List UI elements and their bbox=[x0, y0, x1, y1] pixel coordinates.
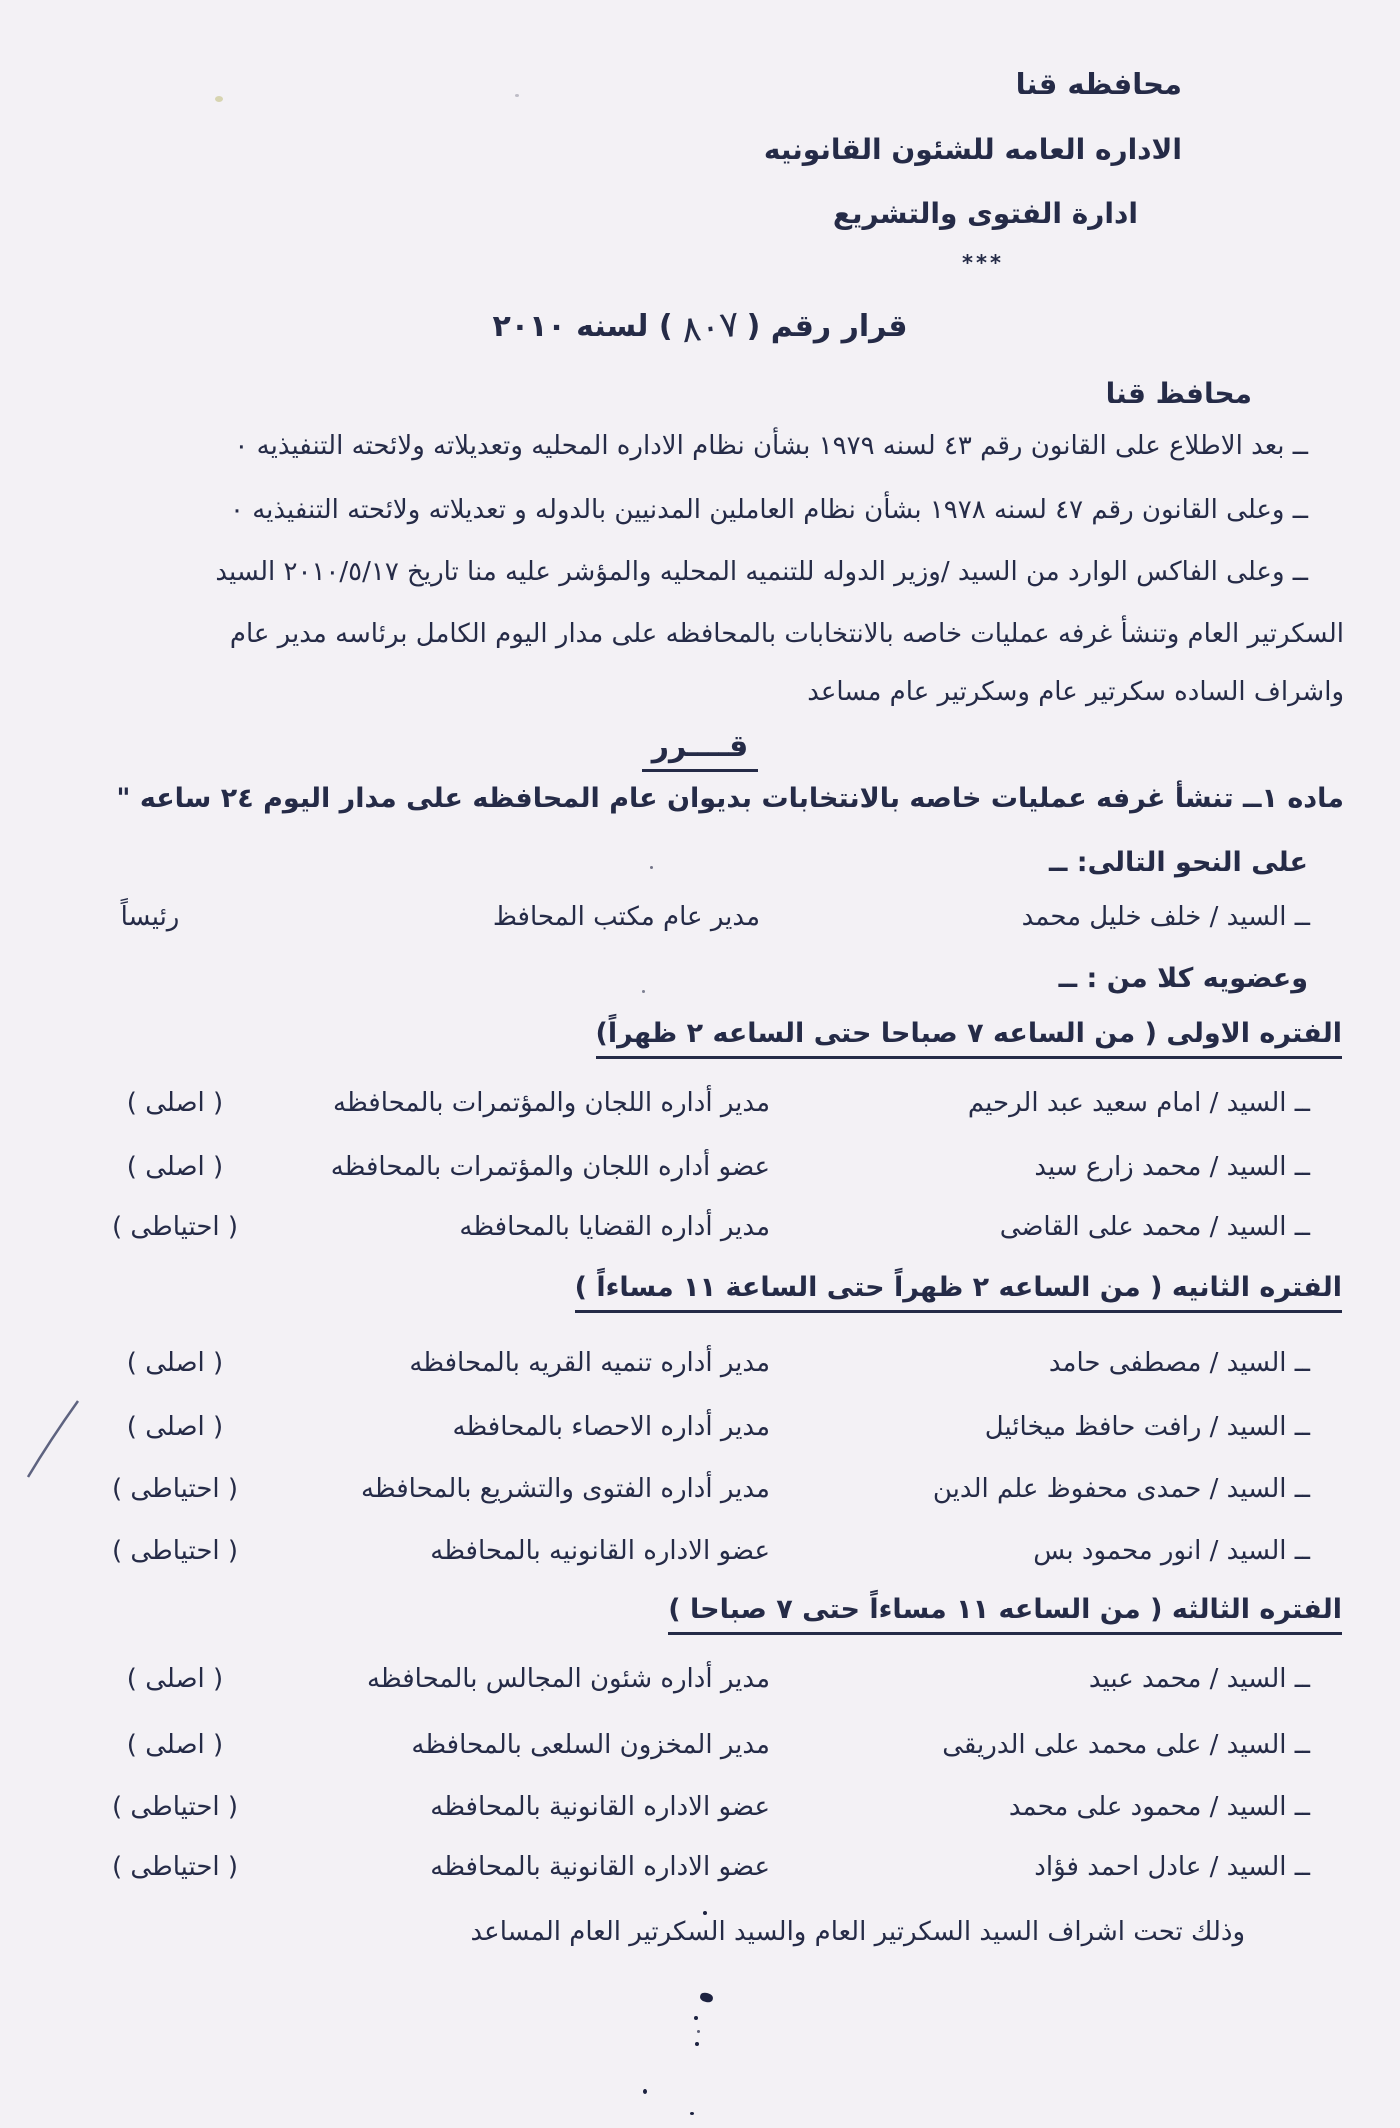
member-status: ( احتياطى ) bbox=[111, 1792, 239, 1822]
member-role: مدير أداره شئون المجالس بالمحافظه bbox=[366, 1664, 770, 1694]
ink-speck bbox=[690, 2112, 694, 2115]
member-row bbox=[0, 1792, 1400, 1832]
member-name: ــ السيد / محمد عبيد bbox=[1088, 1664, 1310, 1694]
member-name: ــ السيد / رافت حافظ ميخائيل bbox=[984, 1412, 1310, 1442]
pen-slash-mark bbox=[20, 1393, 90, 1485]
member-role: مدير أداره تنميه القريه بالمحافظه bbox=[409, 1348, 770, 1378]
period-1-header-text: الفتره الاولى ( من الساعه ٧ صباحا حتى الساعه ٢ ظهراً) bbox=[596, 1018, 1342, 1059]
member-status: ( احتياطى ) bbox=[111, 1852, 239, 1882]
decree-title-suffix: ) لسنه ٢٠١٠ bbox=[492, 309, 673, 344]
ink-speck bbox=[695, 2042, 699, 2046]
preamble-fax-line-1: ــ وعلى الفاكس الوارد من السيد /وزير الدوله للتنميه المحليه والمؤشر عليه منا تاريخ ٢٠١٠/٥/١٧ السيد bbox=[215, 557, 1308, 587]
member-role: مدير المخزون السلعى بالمحافظه bbox=[411, 1730, 770, 1760]
member-role: مدير أداره الاحصاء بالمحافظه bbox=[452, 1412, 770, 1442]
member-status: ( اصلى ) bbox=[126, 1348, 224, 1378]
member-row bbox=[0, 1852, 1400, 1892]
decision-word-text: قــــرر bbox=[642, 729, 759, 772]
ink-speck bbox=[650, 866, 653, 869]
period-1-header bbox=[596, 1018, 1342, 1049]
member-status: ( اصلى ) bbox=[126, 1412, 224, 1442]
letterhead-separator-stars: *** bbox=[962, 251, 1004, 275]
member-name: ــ السيد / محمد على القاضى bbox=[999, 1212, 1310, 1242]
member-row bbox=[0, 1348, 1400, 1388]
member-row bbox=[0, 1474, 1400, 1514]
decree-title bbox=[0, 302, 1400, 352]
chairman-title: رئيساً bbox=[120, 902, 180, 932]
member-row bbox=[0, 1664, 1400, 1704]
article-1: ماده ١ــ تنشأ غرفه عمليات خاصه بالانتخابات بديوان عام المحافظه على مدار اليوم ٢٤ ساعه " bbox=[116, 783, 1344, 814]
paper-speck bbox=[215, 96, 223, 102]
member-name: ــ السيد / عادل احمد فؤاد bbox=[1034, 1852, 1310, 1882]
decree-number-handwritten: ٨٠٧ bbox=[678, 303, 742, 352]
ink-speck bbox=[643, 2089, 647, 2094]
member-row bbox=[0, 1152, 1400, 1192]
ink-speck bbox=[642, 990, 645, 993]
member-role: عضو الاداره القانونية بالمحافظه bbox=[430, 1852, 770, 1882]
member-name: ــ السيد / مصطفى حامد bbox=[1048, 1348, 1310, 1378]
letterhead-fatwa-legislation-dept: ادارة الفتوى والتشريع bbox=[832, 197, 1138, 230]
member-row bbox=[0, 1212, 1400, 1252]
chairman-row bbox=[0, 902, 1400, 942]
member-status: ( اصلى ) bbox=[126, 1664, 224, 1694]
decision-word bbox=[0, 728, 1400, 766]
member-status: ( احتياطى ) bbox=[111, 1536, 239, 1566]
preamble-fax-line-3: واشراف الساده سكرتير عام وسكرتير عام مساعد bbox=[807, 677, 1344, 707]
member-role: عضو أداره اللجان والمؤتمرات بالمحافظه bbox=[330, 1152, 770, 1182]
member-role: مدير أداره اللجان والمؤتمرات بالمحافظه bbox=[333, 1088, 770, 1118]
preamble-law-43: ــ بعد الاطلاع على القانون رقم ٤٣ لسنه ١٩٧٩ بشأن نظام الاداره المحليه وتعديلاته ولائحته التنفيذيه ٠ bbox=[234, 431, 1308, 461]
as-follows-line: على النحو التالى: ــ bbox=[1048, 847, 1308, 878]
member-status: ( اصلى ) bbox=[126, 1088, 224, 1118]
period-2-header bbox=[575, 1272, 1342, 1303]
paper-speck bbox=[515, 94, 519, 97]
member-status: ( احتياطى ) bbox=[111, 1212, 239, 1242]
period-3-header-text: الفتره الثالثه ( من الساعه ١١ مساءاً حتى ٧ صباحا ) bbox=[668, 1594, 1342, 1635]
member-status: ( احتياطى ) bbox=[111, 1474, 239, 1504]
authority-heading: محافظ قنا bbox=[1105, 377, 1252, 410]
member-name: ــ السيد / محمود على محمد bbox=[1008, 1792, 1310, 1822]
letterhead-governorate: محافظه قنا bbox=[1015, 67, 1182, 101]
ink-speck bbox=[699, 1991, 714, 2003]
member-name: ــ السيد / محمد زارع سيد bbox=[1034, 1152, 1310, 1182]
ink-speck bbox=[694, 2016, 698, 2020]
member-status: ( اصلى ) bbox=[126, 1152, 224, 1182]
member-row bbox=[0, 1412, 1400, 1452]
chairman-role: مدير عام مكتب المحافظ bbox=[492, 902, 760, 932]
period-3-header bbox=[668, 1594, 1342, 1625]
member-name: ــ السيد / حمدى محفوظ علم الدين bbox=[932, 1474, 1310, 1504]
member-name: ــ السيد / انور محمود بس bbox=[1033, 1536, 1310, 1566]
membership-intro: وعضويه كلا من : ــ bbox=[1058, 963, 1308, 994]
decree-title-prefix: قرار رقم ( bbox=[746, 309, 908, 344]
member-row bbox=[0, 1088, 1400, 1128]
member-role: عضو الاداره القانونية بالمحافظه bbox=[430, 1792, 770, 1822]
preamble-fax-line-2: السكرتير العام وتنشأ غرفه عمليات خاصه بالانتخابات بالمحافظه على مدار اليوم الكامل برئاسه مدير عام bbox=[229, 619, 1344, 649]
member-name: ــ السيد / على محمد على الدريقى bbox=[942, 1730, 1310, 1760]
member-role: عضو الاداره القانونيه بالمحافظه bbox=[430, 1536, 770, 1566]
period-2-header-text: الفتره الثانيه ( من الساعه ٢ ظهراً حتى الساعة ١١ مساءاً ) bbox=[575, 1272, 1342, 1313]
ink-speck bbox=[697, 2030, 700, 2033]
member-row bbox=[0, 1536, 1400, 1576]
preamble-law-47: ــ وعلى القانون رقم ٤٧ لسنه ١٩٧٨ بشأن نظام العاملين المدنيين بالدوله و تعديلاته ولائحته التنفيذيه ٠ bbox=[229, 495, 1308, 525]
supervision-footer: وذلك تحت اشراف السيد السكرتير العام والسيد السكرتير العام المساعد bbox=[470, 1917, 1245, 1947]
member-status: ( اصلى ) bbox=[126, 1730, 224, 1760]
letterhead-legal-affairs-admin: الاداره العامه للشئون القانونيه bbox=[763, 133, 1182, 166]
ink-speck bbox=[703, 1911, 707, 1915]
member-role: مدير أداره القضايا بالمحافظه bbox=[459, 1212, 770, 1242]
chairman-name: ــ السيد / خلف خليل محمد bbox=[1021, 902, 1310, 932]
member-row bbox=[0, 1730, 1400, 1770]
member-role: مدير أداره الفتوى والتشريع بالمحافظه bbox=[360, 1474, 770, 1504]
member-name: ــ السيد / امام سعيد عبد الرحيم bbox=[967, 1088, 1310, 1118]
